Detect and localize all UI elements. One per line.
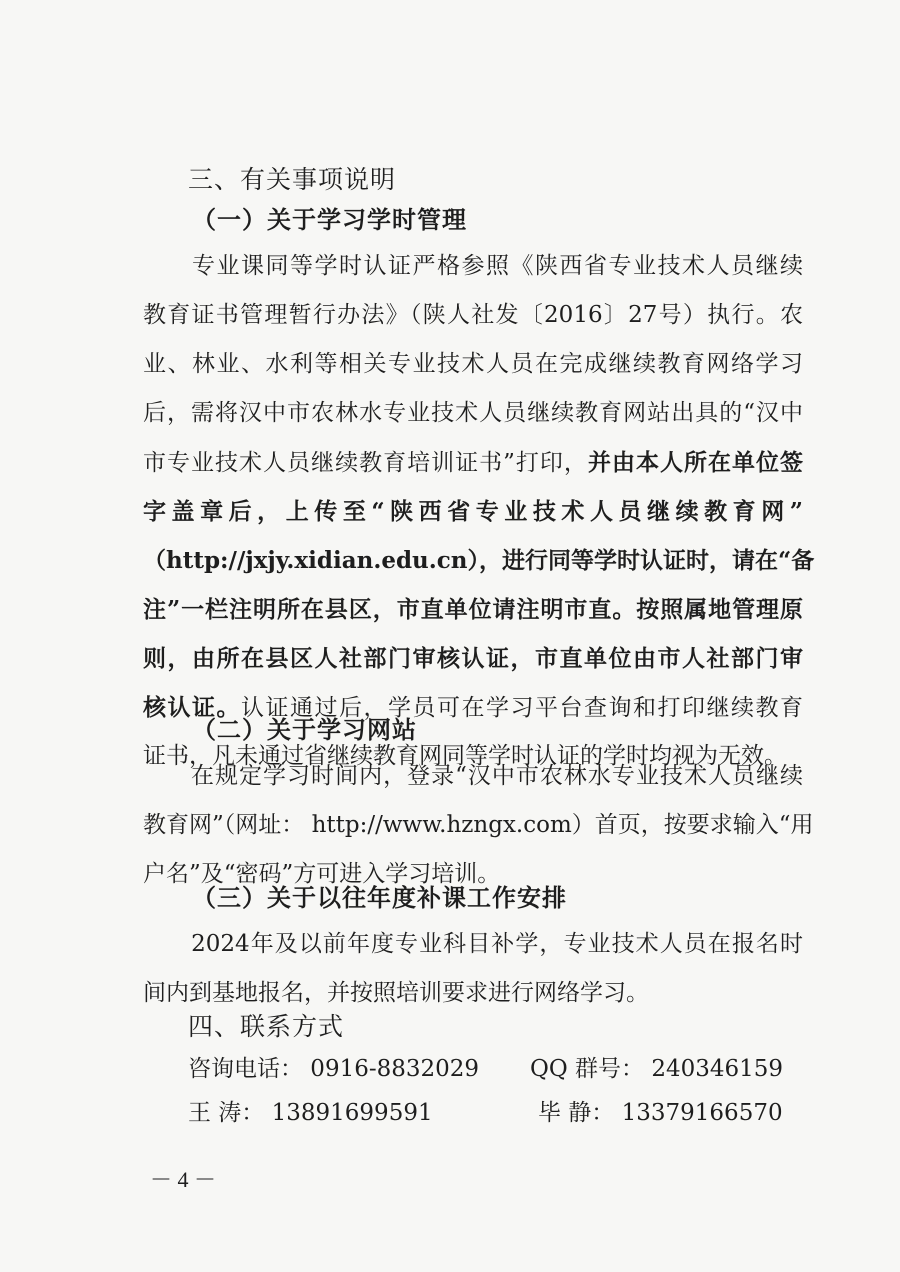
text-line <box>143 752 803 801</box>
qq-group: QQ 群号： 240346159 <box>530 1056 784 1082</box>
subsection-2-body <box>143 752 814 899</box>
text-line <box>143 585 803 634</box>
text-line <box>143 242 803 291</box>
contact-bi-jing: 毕 静： 13379166570 <box>538 1100 783 1126</box>
text-run: 户名”及“密码”方可进入学习培训。 <box>143 861 501 887</box>
text-line <box>143 291 803 340</box>
text-run: 在规定学习时间内，登录“汉中市农林水专业技术人员继续 <box>143 763 803 789</box>
bold-text-run: 核认证。 <box>143 694 241 721</box>
contact-wang-tao: 王 涛： 13891699591 <box>188 1100 433 1126</box>
text-line <box>143 389 803 438</box>
subsection-1-heading: （一）关于学习学时管理 <box>192 205 467 234</box>
subsection-3-body <box>143 920 803 1018</box>
bold-text-run: 字盖章后，上传至“陕西省专业技术人员继续教育网” <box>143 498 803 525</box>
subsection-2-heading: （二）关于学习网站 <box>192 715 417 744</box>
bold-text-run: 注”一栏注明所在县区，市直单位请注明市直。按照属地管理原 <box>143 596 803 623</box>
text-run: 2024年及以前年度专业科目补学，专业技术人员在报名时 <box>143 931 803 957</box>
subsection-3-heading: （三）关于以往年度补课工作安排 <box>192 883 567 912</box>
section-3-heading: 三、有关事项说明 <box>188 165 397 194</box>
text-line <box>143 920 803 969</box>
text-line <box>143 340 803 389</box>
page-number: － 4 － <box>150 1167 217 1192</box>
text-run: 证书，凡未通过省继续教育网同等学时认证的学时均视为无效。 <box>143 743 787 769</box>
text-run: 专业课同等学时认证严格参照《陕西省专业技术人员继续 <box>143 253 803 279</box>
text-run: 间内到基地报名，并按照培训要求进行网络学习。 <box>143 980 649 1006</box>
text-line <box>143 536 815 585</box>
text-run: 教育网”（网址： http://www.hzngx.com）首页，按要求输入“用 <box>143 812 814 838</box>
section-4-heading: 四、联系方式 <box>188 1012 345 1041</box>
hotline-phone: 咨询电话： 0916-8832029 <box>188 1056 480 1082</box>
bold-text-run: 则，由所在县区人社部门审核认证，市直单位由市人社部门审 <box>143 645 803 672</box>
text-line <box>143 438 803 487</box>
text-run: 业、林业、水利等相关专业技术人员在完成继续教育网络学习 <box>143 351 803 377</box>
text-line <box>143 487 803 536</box>
text-run: 认证通过后，学员可在学习平台查询和打印继续教育 <box>241 695 803 721</box>
text-run: 教育证书管理暂行办法》（陕人社发〔2016〕27号）执行。农 <box>143 302 803 328</box>
text-run: 市专业技术人员继续教育培训证书”打印， <box>143 450 588 476</box>
subsection-1-body <box>143 242 815 781</box>
text-line <box>143 801 814 850</box>
bold-text-run: 并由本人所在单位签 <box>587 449 804 476</box>
text-run: 后，需将汉中市农林水专业技术人员继续教育网站出具的“汉中 <box>143 400 803 426</box>
bold-text-run: （http://jxjy.xidian.edu.cn），进行同等学时认证时，请在“备 <box>143 547 815 574</box>
text-line <box>143 634 803 683</box>
